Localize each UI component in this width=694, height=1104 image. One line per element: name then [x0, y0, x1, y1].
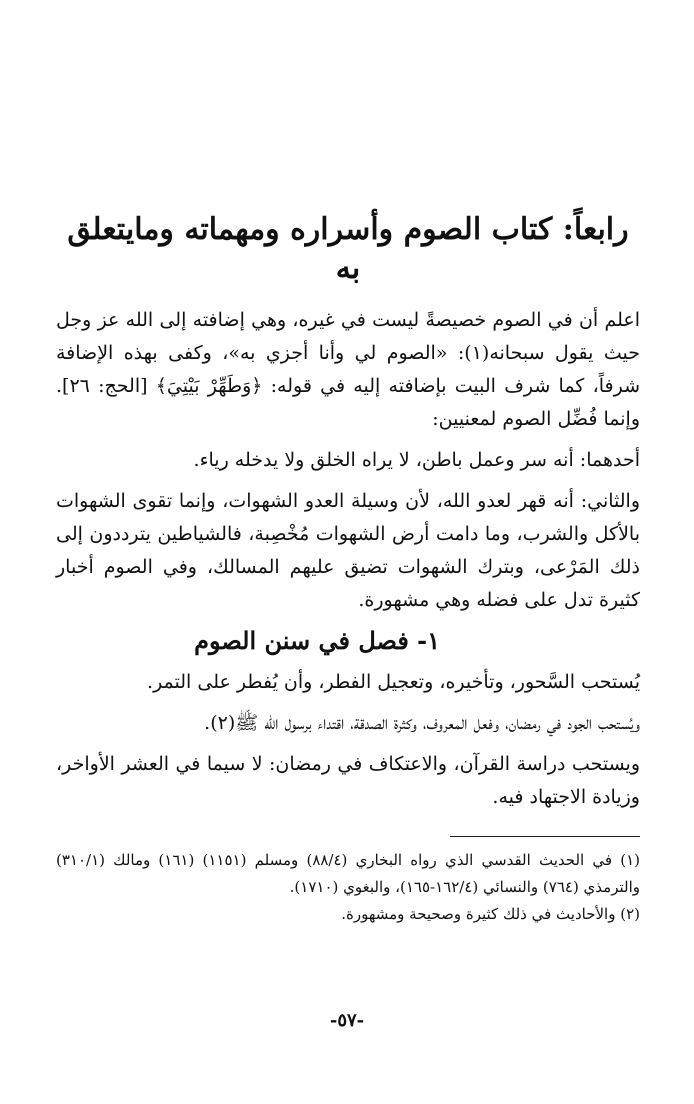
intro-paragraph: اعلم أن في الصوم خصيصةً ليست في غيره، وهي إضافته إلى الله عز وجل حيث يقول سبحانه(١): «الصوم لي وأنا أجزي به»، وكفى بهذه الإضافة شرفاً، كما شرف البيت بإضافته إليه في قوله: ﴿وَطَهِّرْ بَيْتِيَ﴾ [الحج: ٢٦]. وإنما فُضِّل الصوم لمعنيين:: [56, 309, 641, 430]
first-meaning-paragraph: أحدهما: أنه سر وعمل باطن، لا يراه الخلق ولا يدخله رياء.: [193, 449, 640, 471]
second-meaning-paragraph: والثاني: أنه قهر لعدو الله، لأن وسيلة العدو الشهوات، وإنما تقوى الشهوات بالأكل والشرب، وما دامت أرض الشهوات مُخْصِبة، فالشياطين يترددون إلى ذلك المَرْعى، وبترك الشهوات تضيق عليهم المسالك، وفي الصوم أخبار كثيرة تدل على فضله وهي مشهورة.: [56, 490, 640, 611]
section-title: ١- فصل في سنن الصوم: [194, 626, 440, 655]
section-paragraph: يُستحب السَّحور، وتأخيره، وتعجيل الفطر، وأن يُفطر على التمر.: [147, 671, 640, 694]
section-paragraph: ويُستحب الجود في رمضان، وفعل المعروف، وكثرة الصدقة، اقتداء برسول الله ﷺ(٢).: [204, 712, 640, 735]
section-paragraph: ويستحب دراسة القرآن، والاعتكاف في رمضان: لا سيما في العشر الأواخر، وزيادة الاجتهاد فيه.: [56, 753, 640, 809]
page-number: -٥٧-: [329, 1010, 365, 1031]
page-body: [56, 210, 640, 928]
chapter-title: رابعاً: كتاب الصوم وأسراره ومهماته ومايتعلق به: [67, 212, 629, 286]
footnote: (٢) والأحاديث في ذلك كثيرة وصحيحة ومشهورة.: [341, 905, 640, 924]
footnote-divider: [450, 836, 640, 837]
footnote: (١) في الحديث القدسي الذي رواه البخاري (٨٨/٤) ومسلم (١١٥١) (١٦١) ومالك (٣١٠/١) والترمذي (٧٦٤) والنسائي (١٦٢/٤-١٦٥)، والبغوي (١٧١٠).: [56, 851, 641, 897]
